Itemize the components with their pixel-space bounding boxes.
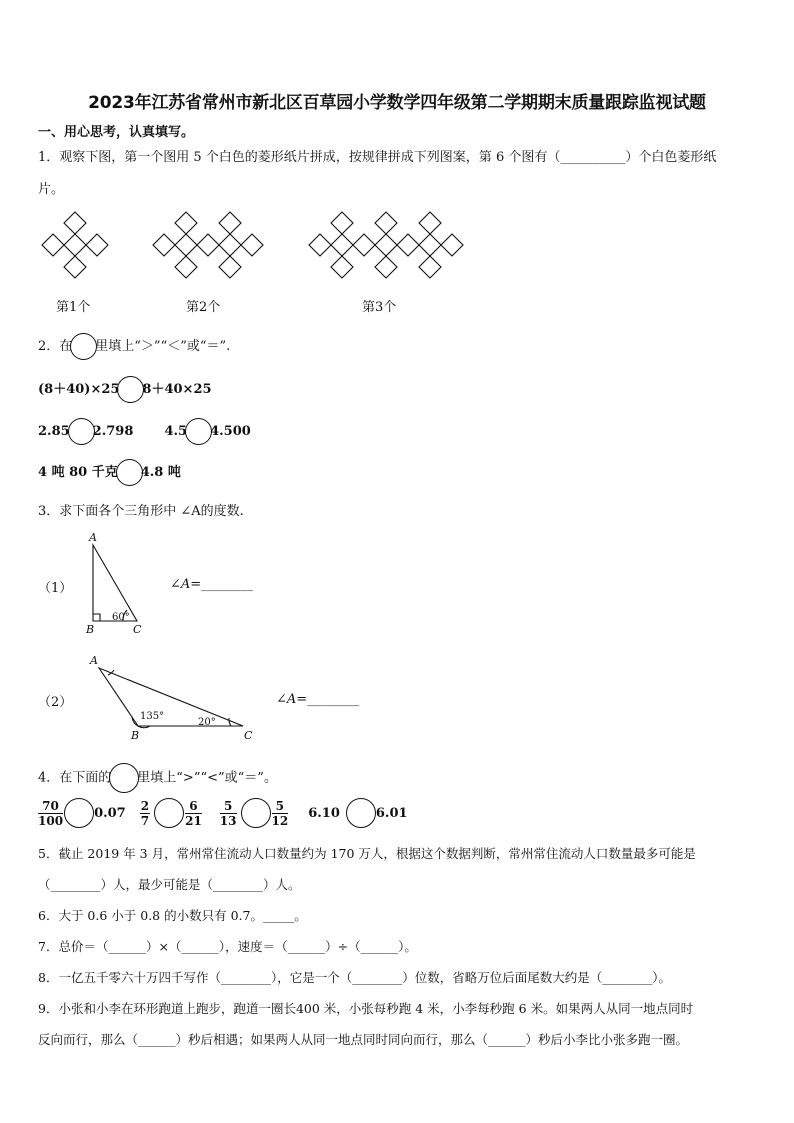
- page-title: 2023年江苏省常州市新北区百草园小学数学四年级第二学期期末质量跟踪监视试题: [88, 93, 706, 113]
- figure-label-3: 第3个: [362, 300, 397, 315]
- q6-text: 6．大于 0.6 小于 0.8 的小数只有 0.7。_____。: [38, 908, 307, 923]
- answer-circle-q4-3[interactable]: [241, 798, 271, 828]
- q4-value-2: 6.10: [308, 805, 340, 821]
- tri2-label-b: B: [131, 729, 140, 742]
- q9-text-line1: 9．小张和小李在环形跑道上跑步，跑道一圈长400 米，小张每秒跑 4 米，小李每秒跑 6 米。如果两人从同一地点同时: [38, 1001, 694, 1016]
- q2-r3-left: 4 吨 80 千克: [38, 465, 118, 480]
- q5-text-line1: 5．截止 2019 年 3 月，常州常住流动人口数量约为 170 万人，根据这个数据判断，常州常住流动人口数量最多可能是: [38, 846, 696, 861]
- q3-part2-label: （2）: [38, 695, 73, 710]
- tri1-label-c: C: [133, 623, 142, 636]
- answer-circle-q4-2[interactable]: [154, 798, 184, 828]
- tri1-angle-label: 60°: [112, 612, 130, 623]
- q2-stem-post: 里填上“＞”“＜”或“＝”.: [95, 339, 231, 354]
- fraction-2-7: $\frac{2}{7}$: [140, 798, 150, 828]
- q2-r1-left: (8＋40)×25: [38, 382, 120, 397]
- tri1-label-b: B: [86, 623, 95, 636]
- fraction-6-21: $\frac{6}{21}$: [185, 798, 202, 828]
- q3-part1-answer[interactable]: ∠A=________: [170, 577, 254, 592]
- q4-stem-pre: 4．在下面的: [38, 770, 112, 786]
- fraction-5-12: $\frac{5}{12}$: [271, 798, 289, 828]
- tri2-label-c: C: [244, 729, 253, 742]
- tri2-angle-c-label: 20°: [198, 717, 216, 728]
- tri2-label-a: A: [90, 654, 98, 667]
- q2-r1-right: 8＋40×25: [142, 382, 212, 397]
- answer-circle[interactable]: [109, 763, 139, 793]
- q3-part2-answer[interactable]: ∠A=________: [276, 692, 360, 707]
- section-heading: 一、用心思考，认真填写。: [38, 125, 195, 140]
- fraction-70-100: $\frac{70}{100}$: [38, 798, 64, 828]
- fraction-5-13: $\frac{5}{13}$: [219, 798, 237, 828]
- q3-part1-label: （1）: [38, 581, 73, 596]
- q2-r3-right: 4.8 吨: [140, 465, 181, 480]
- q2-r2a-right: 2.798: [92, 424, 134, 439]
- q4-value-1: 0.07: [94, 805, 126, 821]
- q3-stem: 3．求下面各个三角形中 ∠A的度数.: [38, 504, 244, 519]
- q1-text-line1: 1．观察下图，第一个图用 5 个白色的菱形纸片拼成，按规律拼成下列图案，第 6 个图有（__________）个白色菱形纸: [38, 150, 717, 165]
- q2-r2b-left: 4.5: [164, 424, 188, 439]
- q9-text-line2: 反向而行，那么（______）秒后相遇；如果两人从同一地点同时同向而行，那么（______）秒后小李比小张多跑一圈。: [38, 1032, 689, 1047]
- figure-label-1: 第1个: [56, 300, 91, 315]
- figure-label-2: 第2个: [186, 300, 221, 315]
- tri1-label-a: A: [89, 531, 97, 544]
- q2-stem-pre: 2．在: [38, 339, 73, 354]
- answer-circle-q4-4[interactable]: [346, 798, 376, 828]
- q8-text: 8．一亿五千零六十万四千写作（________），它是一个（________）位数，省略万位后面尾数大约是（________）。: [38, 970, 671, 985]
- q4-value-3: 6.01: [375, 805, 408, 821]
- tri2-angle-b-label: 135°: [140, 711, 165, 722]
- q4-stem-post: 里填上“>”“<”或“＝”。: [137, 770, 277, 786]
- q5-text-line2: （________）人，最少可能是（________）人。: [38, 877, 301, 892]
- q2-r2b-right: 4.500: [210, 424, 251, 439]
- answer-circle-q4-1[interactable]: [64, 798, 94, 828]
- q2-r2a-left: 2.85: [38, 424, 70, 439]
- q7-text: 7．总价＝（______）×（______），速度＝（______）÷（______）。: [38, 939, 417, 954]
- q1-text-line2: 片。: [38, 182, 65, 197]
